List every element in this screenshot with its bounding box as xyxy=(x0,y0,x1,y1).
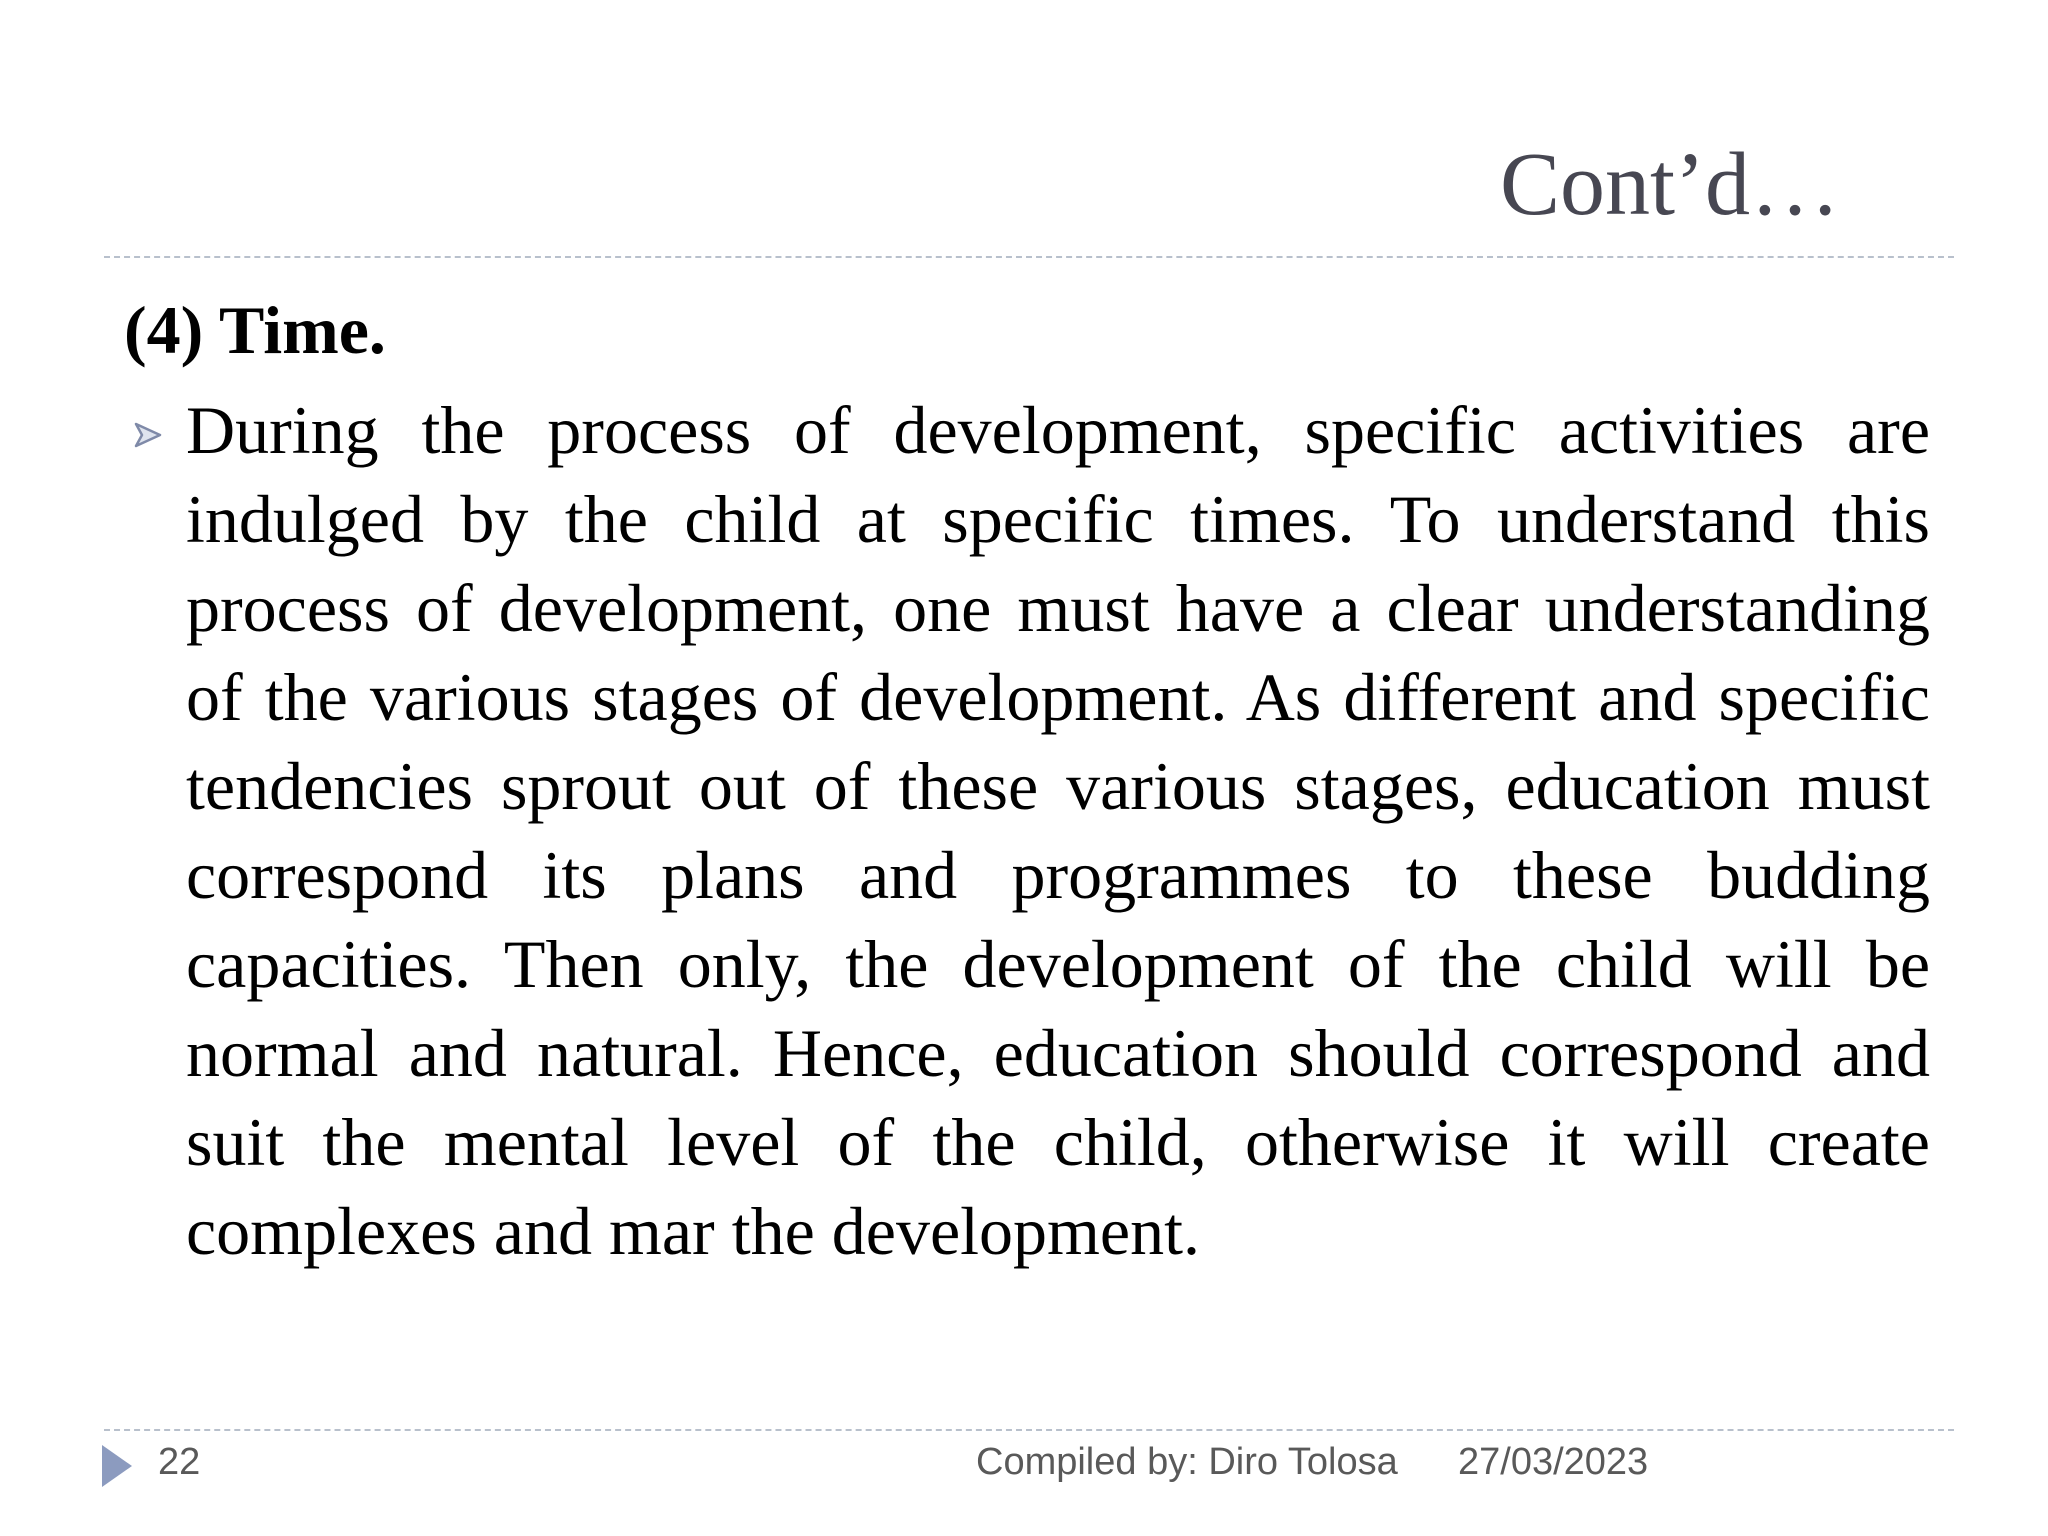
triangle-outline-bullet-icon xyxy=(130,418,164,452)
slide-content xyxy=(124,290,1930,1276)
page-number: 22 xyxy=(158,1441,201,1483)
bullet-item xyxy=(124,386,1930,1276)
play-arrow-icon xyxy=(102,1445,132,1487)
bottom-divider xyxy=(104,1429,1954,1431)
footer-compiled-by: Compiled by: Diro Tolosa xyxy=(976,1441,1398,1483)
section-heading: (4) Time. xyxy=(124,292,386,368)
footer-date: 27/03/2023 xyxy=(1458,1441,1649,1483)
bullet-text: During the process of development, specific activities are indulged by the child at specific times. To understand this process of development, one must have a clear understanding of the various stages of development. As different and specific tendencies sprout out of these various stages, education must correspond its plans and programmes to these budding capacities. Then only, the development of the child will be normal and natural. Hence, education should correspond and suit the mental level of the child, otherwise it will create complexes and mar the development. xyxy=(186,391,1930,1269)
top-divider xyxy=(104,256,1954,258)
slide-title: Cont’d… xyxy=(1499,135,1840,234)
